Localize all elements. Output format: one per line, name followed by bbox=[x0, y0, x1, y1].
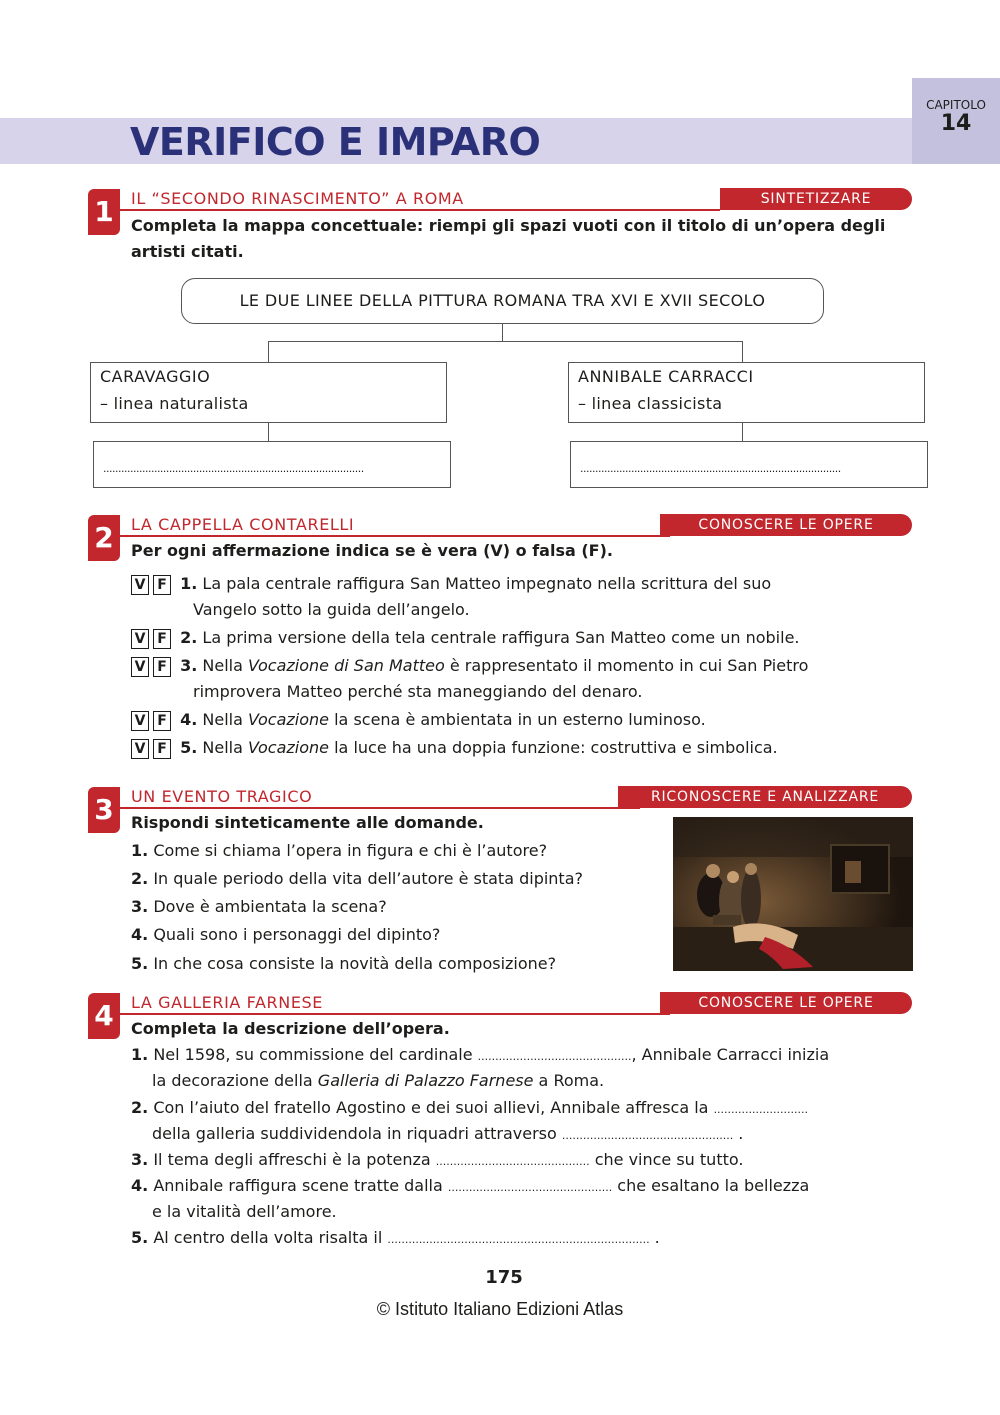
chapter-box bbox=[912, 78, 1000, 164]
section-2-title: LA CAPPELLA CONTARELLI bbox=[131, 515, 355, 534]
true-checkbox[interactable]: V bbox=[131, 739, 149, 759]
item-text: della galleria suddividendola in riquadri attraverso bbox=[152, 1124, 562, 1143]
map-right-sub: – linea classicista bbox=[578, 394, 723, 413]
item-text: . bbox=[649, 1228, 660, 1247]
fill-item-1 bbox=[131, 1042, 921, 1070]
item-number: 1. bbox=[180, 574, 198, 593]
map-right-box bbox=[568, 362, 925, 423]
map-connector bbox=[742, 422, 743, 441]
item-text: Quali sono i personaggi del dipinto? bbox=[153, 925, 441, 944]
question-1 bbox=[131, 838, 547, 864]
section-1-instruction: Completa la mappa concettuale: riempi gli spazi vuoti con il titolo di un’opera degli artisti citati. bbox=[131, 216, 886, 261]
chapter-number: 14 bbox=[940, 111, 972, 136]
item-text: In che cosa consiste la novità della composizione? bbox=[153, 954, 557, 973]
item-text: e la vitalità dell’amore. bbox=[152, 1202, 337, 1221]
item-text: la luce ha una doppia funzione: costruttiva e simbolica. bbox=[329, 738, 778, 757]
item-text: Dove è ambientata la scena? bbox=[153, 897, 387, 916]
vf-item-2 bbox=[131, 625, 911, 651]
section-2-tag: CONOSCERE LE OPERE bbox=[660, 514, 912, 536]
answer-blank: ....................................................................................... bbox=[103, 462, 364, 475]
section-4-tag: CONOSCERE LE OPERE bbox=[660, 992, 912, 1014]
true-checkbox[interactable]: V bbox=[131, 657, 149, 677]
item-text: a Roma. bbox=[533, 1071, 605, 1090]
item-number: 2. bbox=[131, 1098, 149, 1117]
item-text: Nella bbox=[202, 738, 248, 757]
answer-blank[interactable]: ............................................ bbox=[477, 1050, 632, 1063]
section-1-tag: SINTETIZZARE bbox=[720, 188, 912, 210]
answer-blank: ....................................................................................... bbox=[580, 462, 841, 475]
false-checkbox[interactable]: F bbox=[153, 629, 171, 649]
section-3-number: 3 bbox=[88, 787, 120, 833]
answer-blank[interactable]: ........................... bbox=[713, 1103, 808, 1116]
section-1-rule bbox=[120, 209, 720, 211]
map-right-answer-box[interactable] bbox=[570, 441, 928, 488]
section-2-instruction: Per ogni affermazione indica se è vera (V) o falsa (F). bbox=[131, 541, 613, 560]
item-text: , Annibale Carracci inizia bbox=[631, 1045, 830, 1064]
section-4-rule bbox=[120, 1013, 670, 1015]
item-text: è rappresentato il momento in cui San Pietro bbox=[444, 656, 809, 675]
map-connector bbox=[742, 341, 743, 362]
map-left-box bbox=[90, 362, 447, 423]
item-text: Nella bbox=[202, 710, 248, 729]
question-2 bbox=[131, 866, 583, 892]
artwork-title: Vocazione di San Matteo bbox=[248, 656, 445, 675]
item-text: Nella bbox=[202, 656, 248, 675]
map-root-box bbox=[181, 278, 824, 324]
section-3-title: UN EVENTO TRAGICO bbox=[131, 787, 313, 806]
section-3-tag: RICONOSCERE E ANALIZZARE bbox=[618, 786, 912, 808]
item-text: Annibale raffigura scene tratte dalla bbox=[153, 1176, 448, 1195]
item-text: rimprovera Matteo perché sta maneggiando del denaro. bbox=[193, 682, 643, 701]
item-text: Il tema degli affreschi è la potenza bbox=[153, 1150, 436, 1169]
true-checkbox[interactable]: V bbox=[131, 629, 149, 649]
section-4-number: 4 bbox=[88, 993, 120, 1039]
item-number: 4. bbox=[131, 1176, 149, 1195]
true-checkbox[interactable]: V bbox=[131, 575, 149, 595]
artwork-title: Galleria di Palazzo Farnese bbox=[317, 1071, 534, 1090]
item-number: 4. bbox=[131, 925, 149, 944]
item-text: Nel 1598, su commissione del cardinale bbox=[153, 1045, 478, 1064]
vf-item-5 bbox=[131, 735, 921, 761]
section-3-rule bbox=[120, 807, 640, 809]
map-left-title: CARAVAGGIO bbox=[100, 367, 211, 386]
map-connector bbox=[268, 341, 743, 342]
false-checkbox[interactable]: F bbox=[153, 739, 171, 759]
section-2-number: 2 bbox=[88, 515, 120, 561]
item-text: La pala centrale raffigura San Matteo impegnato nella scrittura del suo bbox=[202, 574, 772, 593]
map-connector bbox=[502, 323, 503, 342]
item-number: 2. bbox=[180, 628, 198, 647]
answer-blank[interactable]: ............................................... bbox=[447, 1181, 613, 1194]
answer-blank[interactable]: ........................................................................... bbox=[387, 1233, 650, 1246]
fill-item-2 bbox=[131, 1095, 921, 1123]
copyright: © Istituto Italiano Edizioni Atlas bbox=[376, 1299, 624, 1319]
question-5 bbox=[131, 951, 556, 977]
item-text: . bbox=[733, 1124, 744, 1143]
map-root-label: LE DUE LINEE DELLA PITTURA ROMANA TRA XVI E XVII SECOLO bbox=[239, 291, 766, 310]
artwork-title: Vocazione bbox=[248, 710, 330, 729]
item-text: Con l’aiuto del fratello Agostino e dei suoi allievi, Annibale affresca la bbox=[153, 1098, 714, 1117]
answer-blank[interactable]: ............................................ bbox=[435, 1155, 590, 1168]
answer-blank[interactable]: ................................................. bbox=[561, 1129, 734, 1142]
item-text: che vince su tutto. bbox=[589, 1150, 744, 1169]
false-checkbox[interactable]: F bbox=[153, 657, 171, 677]
item-number: 5. bbox=[180, 738, 198, 757]
fill-item-4 bbox=[131, 1173, 921, 1201]
question-4 bbox=[131, 922, 440, 948]
item-number: 3. bbox=[131, 897, 149, 916]
section-3-instruction: Rispondi sinteticamente alle domande. bbox=[131, 813, 484, 832]
map-left-sub: – linea naturalista bbox=[100, 394, 249, 413]
item-number: 4. bbox=[180, 710, 198, 729]
false-checkbox[interactable]: F bbox=[153, 711, 171, 731]
item-number: 5. bbox=[131, 954, 149, 973]
fill-item-3 bbox=[131, 1147, 743, 1175]
map-connector bbox=[268, 341, 269, 362]
item-number: 3. bbox=[131, 1150, 149, 1169]
chapter-label: CAPITOLO bbox=[926, 98, 986, 112]
item-text: Al centro della volta risalta il bbox=[153, 1228, 388, 1247]
section-1-number: 1 bbox=[88, 189, 120, 235]
section-1-title: IL “SECONDO RINASCIMENTO” A ROMA bbox=[131, 189, 464, 208]
painting-illustration bbox=[673, 817, 913, 971]
item-text: In quale periodo della vita dell’autore è stata dipinta? bbox=[153, 869, 583, 888]
vf-item-1 bbox=[131, 571, 911, 597]
false-checkbox[interactable]: F bbox=[153, 575, 171, 595]
painting-image bbox=[673, 817, 913, 971]
vf-item-4 bbox=[131, 707, 911, 733]
item-number: 5. bbox=[131, 1228, 149, 1247]
question-3 bbox=[131, 894, 387, 920]
item-number: 3. bbox=[180, 656, 198, 675]
item-text: Vangelo sotto la guida dell’angelo. bbox=[193, 600, 470, 619]
fill-item-1-cont bbox=[152, 1068, 604, 1094]
item-text: la scena è ambientata in un esterno luminoso. bbox=[329, 710, 706, 729]
page-number: 175 bbox=[485, 1267, 523, 1288]
map-left-answer-box[interactable] bbox=[93, 441, 451, 488]
item-number: 2. bbox=[131, 869, 149, 888]
true-checkbox[interactable]: V bbox=[131, 711, 149, 731]
page-title: VERIFICO E IMPARO bbox=[130, 120, 541, 164]
map-connector bbox=[268, 422, 269, 441]
item-text: Come si chiama l’opera in figura e chi è l’autore? bbox=[153, 841, 548, 860]
item-number: 1. bbox=[131, 1045, 149, 1064]
section-4-title: LA GALLERIA FARNESE bbox=[131, 993, 324, 1012]
map-right-title: ANNIBALE CARRACCI bbox=[578, 367, 754, 386]
item-text: la decorazione della bbox=[152, 1071, 318, 1090]
item-text: La prima versione della tela centrale raffigura San Matteo come un nobile. bbox=[202, 628, 800, 647]
fill-item-5 bbox=[131, 1225, 660, 1253]
vf-item-3 bbox=[131, 653, 921, 679]
section-4-instruction: Completa la descrizione dell’opera. bbox=[131, 1019, 450, 1038]
fill-item-2-cont bbox=[152, 1121, 743, 1149]
item-text: che esaltano la bellezza bbox=[612, 1176, 810, 1195]
item-number: 1. bbox=[131, 841, 149, 860]
section-2-rule bbox=[120, 535, 670, 537]
artwork-title: Vocazione bbox=[248, 738, 330, 757]
